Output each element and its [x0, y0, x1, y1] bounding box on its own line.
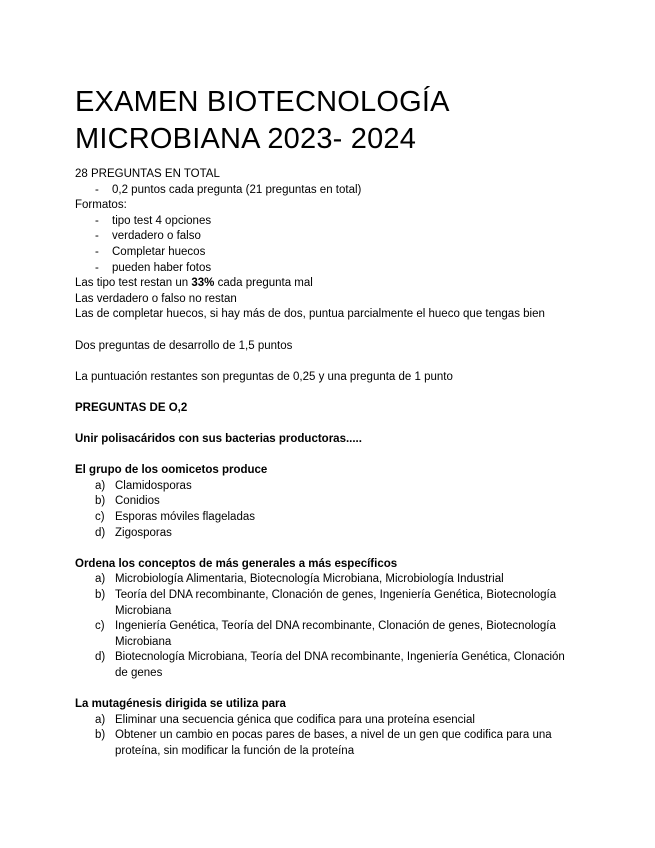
match-question-heading: Unir polisacáridos con sus bacterias productoras.....	[75, 433, 362, 446]
option-text: Conidios	[115, 495, 160, 508]
dash-bullet: -	[95, 183, 99, 196]
option-letter: d)	[95, 651, 106, 664]
formats-label: Formatos:	[75, 199, 127, 212]
rule-remaining-points: La puntuación restantes son preguntas de 0,25 y una pregunta de 1 punto	[75, 370, 453, 383]
format-item	[75, 245, 580, 261]
points-per-question-item	[75, 183, 580, 199]
format-item-text: Completar huecos	[112, 245, 206, 258]
question-option	[75, 494, 580, 510]
format-item-text: tipo test 4 opciones	[112, 214, 212, 227]
option-text: Zigosporas	[115, 526, 172, 539]
rule-fill-blanks: Las de completar huecos, si hay más de dos, puntua parcialmente el hueco que tengas bien	[75, 308, 545, 321]
format-item-text: verdadero o falso	[112, 230, 201, 243]
option-letter: a)	[95, 713, 106, 726]
option-text: Clamidosporas	[115, 479, 192, 492]
exam-title-line1: EXAMEN BIOTECNOLOGÍA	[75, 86, 450, 118]
option-text: Eliminar una secuencia génica que codifica para una proteína esencial	[115, 713, 475, 726]
question-title: El grupo de los oomicetos produce	[75, 464, 268, 477]
exam-title	[75, 84, 580, 158]
option-letter: b)	[95, 589, 106, 602]
section-heading: PREGUNTAS DE O,2	[75, 401, 188, 414]
format-item-text: pueden haber fotos	[112, 261, 212, 274]
option-letter: d)	[95, 526, 106, 539]
format-item	[75, 214, 580, 230]
option-text: Microbiología Alimentaria, Biotecnología Microbiana, Microbiología Industrial	[115, 573, 504, 586]
option-text: Esporas móviles flageladas	[115, 511, 255, 524]
question-option	[75, 510, 580, 526]
question-option	[75, 619, 580, 650]
format-item	[75, 229, 580, 245]
question-option	[75, 728, 580, 759]
dash-bullet: -	[95, 245, 99, 258]
total-questions-line: 28 PREGUNTAS EN TOTAL	[75, 168, 220, 180]
option-letter: c)	[95, 511, 105, 524]
rule-test-penalty	[75, 276, 580, 292]
question-option	[75, 588, 580, 619]
dash-bullet: -	[95, 214, 99, 227]
rule-test-prefix: Las tipo test restan un	[75, 277, 192, 290]
question-option	[75, 650, 580, 681]
option-letter: b)	[95, 495, 106, 508]
question-title: Ordena los conceptos de más generales a más específicos	[75, 557, 398, 570]
rule-test-percentage: 33%	[191, 277, 215, 290]
question-title: La mutagénesis dirigida se utiliza para	[75, 698, 286, 711]
rule-truefalse: Las verdadero o falso no restan	[75, 292, 237, 305]
question-option	[75, 713, 580, 729]
question-option	[75, 572, 580, 588]
question-option	[75, 526, 580, 542]
format-item	[75, 261, 580, 277]
dash-bullet: -	[95, 261, 99, 274]
option-letter: a)	[95, 573, 106, 586]
option-text: Ingeniería Genética, Teoría del DNA recombinante, Clonación de genes, Biotecnología Microbiana	[115, 620, 556, 648]
dash-bullet: -	[95, 230, 99, 243]
rule-test-suffix: cada pregunta mal	[214, 277, 313, 290]
rule-development: Dos preguntas de desarrollo de 1,5 puntos	[75, 339, 293, 352]
option-text: Teoría del DNA recombinante, Clonación de genes, Ingeniería Genética, Biotecnología Microbiana	[115, 589, 557, 617]
option-letter: b)	[95, 729, 106, 742]
option-letter: a)	[95, 479, 106, 492]
option-text: Obtener un cambio en pocas pares de bases, a nivel de un gen que codifica para una proteína, sin modificar la función de la proteína	[115, 729, 552, 757]
exam-title-line2: MICROBIANA 2023- 2024	[75, 123, 417, 155]
points-per-question-text: 0,2 puntos cada pregunta (21 preguntas en total)	[112, 183, 362, 196]
question-option	[75, 479, 580, 495]
option-letter: c)	[95, 620, 105, 633]
option-text: Biotecnología Microbiana, Teoría del DNA recombinante, Ingeniería Genética, Clonación de genes	[115, 651, 565, 679]
